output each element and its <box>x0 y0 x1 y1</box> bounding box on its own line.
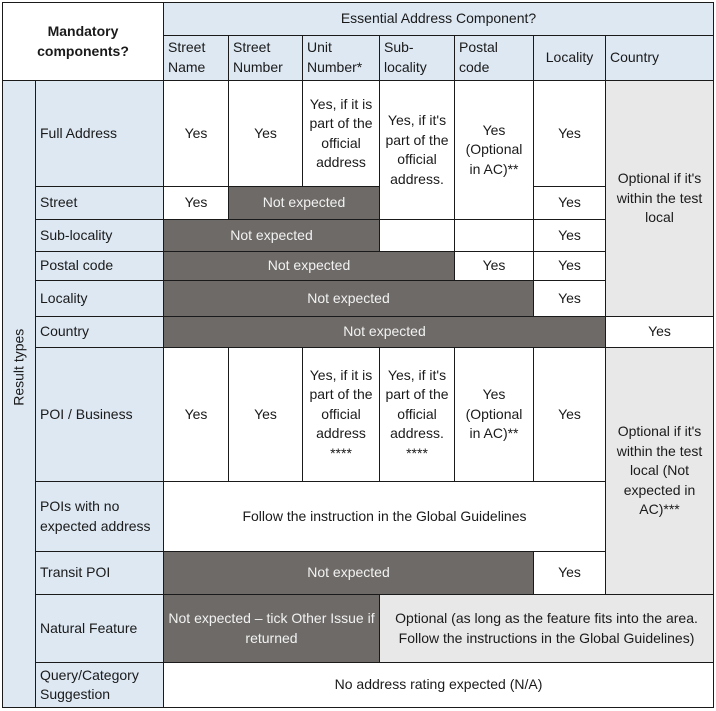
column-header-postal-code: Postal code <box>455 36 534 81</box>
row-label-natural-feature: Natural Feature <box>36 595 164 663</box>
cell-country-country: Yes <box>606 317 714 348</box>
cell-poi-street-number: Yes <box>229 348 303 482</box>
column-header-street-name: Street Name <box>164 36 229 81</box>
cell-postal-code-not-expected: Not expected <box>164 252 455 281</box>
row-label-poi-no-address: POIs with no expected address <box>36 482 164 552</box>
cell-full-address-postal-code: Yes (Optional in AC)** <box>455 81 534 220</box>
cell-full-address-locality: Yes <box>534 81 606 187</box>
cell-poi-no-address-guidelines: Follow the instruction in the Global Guidelines <box>164 482 606 552</box>
cell-full-address-unit-number: Yes, if it is part of the official address <box>303 81 380 187</box>
cell-country-optional-lower: Optional if it's within the test local (Not expected in AC)*** <box>606 348 714 595</box>
cell-transit-not-expected: Not expected <box>164 552 534 595</box>
cell-sub-locality-empty <box>380 220 455 252</box>
row-label-full-address: Full Address <box>36 81 164 187</box>
cell-poi-postal-code: Yes (Optional in AC)** <box>455 348 534 482</box>
cell-poi-street-name: Yes <box>164 348 229 482</box>
cell-street-street-name: Yes <box>164 187 229 220</box>
column-header-sub-locality: Sub-locality <box>380 36 455 81</box>
cell-natural-not-expected: Not expected – tick Other Issue if returned <box>164 595 380 663</box>
row-label-country: Country <box>36 317 164 348</box>
row-label-locality: Locality <box>36 281 164 317</box>
cell-street-not-expected: Not expected <box>229 187 380 220</box>
group-header: Essential Address Component? <box>164 3 714 36</box>
cell-sub-locality-postal-empty <box>455 220 534 252</box>
column-header-country: Country <box>606 36 714 81</box>
cell-country-not-expected: Not expected <box>164 317 606 348</box>
cell-street-locality: Yes <box>534 187 606 220</box>
cell-poi-unit-number: Yes, if it is part of the official address **** <box>303 348 380 482</box>
cell-locality-locality: Yes <box>534 281 606 317</box>
cell-sub-locality-locality: Yes <box>534 220 606 252</box>
corner-header: Mandatory components? <box>3 3 164 81</box>
row-label-postal-code: Postal code <box>36 252 164 281</box>
result-types-label: Result types <box>3 81 36 708</box>
column-header-street-number: Street Number <box>229 36 303 81</box>
cell-natural-optional: Optional (as long as the feature fits into the area. Follow the instructions in the Global Guidelines) <box>380 595 714 663</box>
row-label-poi-business: POI / Business <box>36 348 164 482</box>
cell-transit-locality: Yes <box>534 552 606 595</box>
cell-poi-sub-locality: Yes, if it's part of the official address. **** <box>380 348 455 482</box>
cell-postal-code-locality: Yes <box>534 252 606 281</box>
row-label-street: Street <box>36 187 164 220</box>
row-label-sub-locality: Sub-locality <box>36 220 164 252</box>
column-header-unit-number: Unit Number* <box>303 36 380 81</box>
row-label-query-category: Query/Category Suggestion <box>36 663 164 708</box>
column-header-locality: Locality <box>534 36 606 81</box>
cell-poi-locality: Yes <box>534 348 606 482</box>
cell-full-address-sub-locality: Yes, if it's part of the official address. <box>380 81 455 220</box>
cell-sub-locality-not-expected: Not expected <box>164 220 380 252</box>
cell-query-no-rating: No address rating expected (N/A) <box>164 663 714 708</box>
row-label-transit-poi: Transit POI <box>36 552 164 595</box>
cell-postal-code-postal-code: Yes <box>455 252 534 281</box>
cell-locality-not-expected: Not expected <box>164 281 534 317</box>
address-components-table <box>2 2 714 708</box>
cell-full-address-street-number: Yes <box>229 81 303 187</box>
cell-country-optional-upper: Optional if it's within the test local <box>606 81 714 317</box>
cell-full-address-street-name: Yes <box>164 81 229 187</box>
